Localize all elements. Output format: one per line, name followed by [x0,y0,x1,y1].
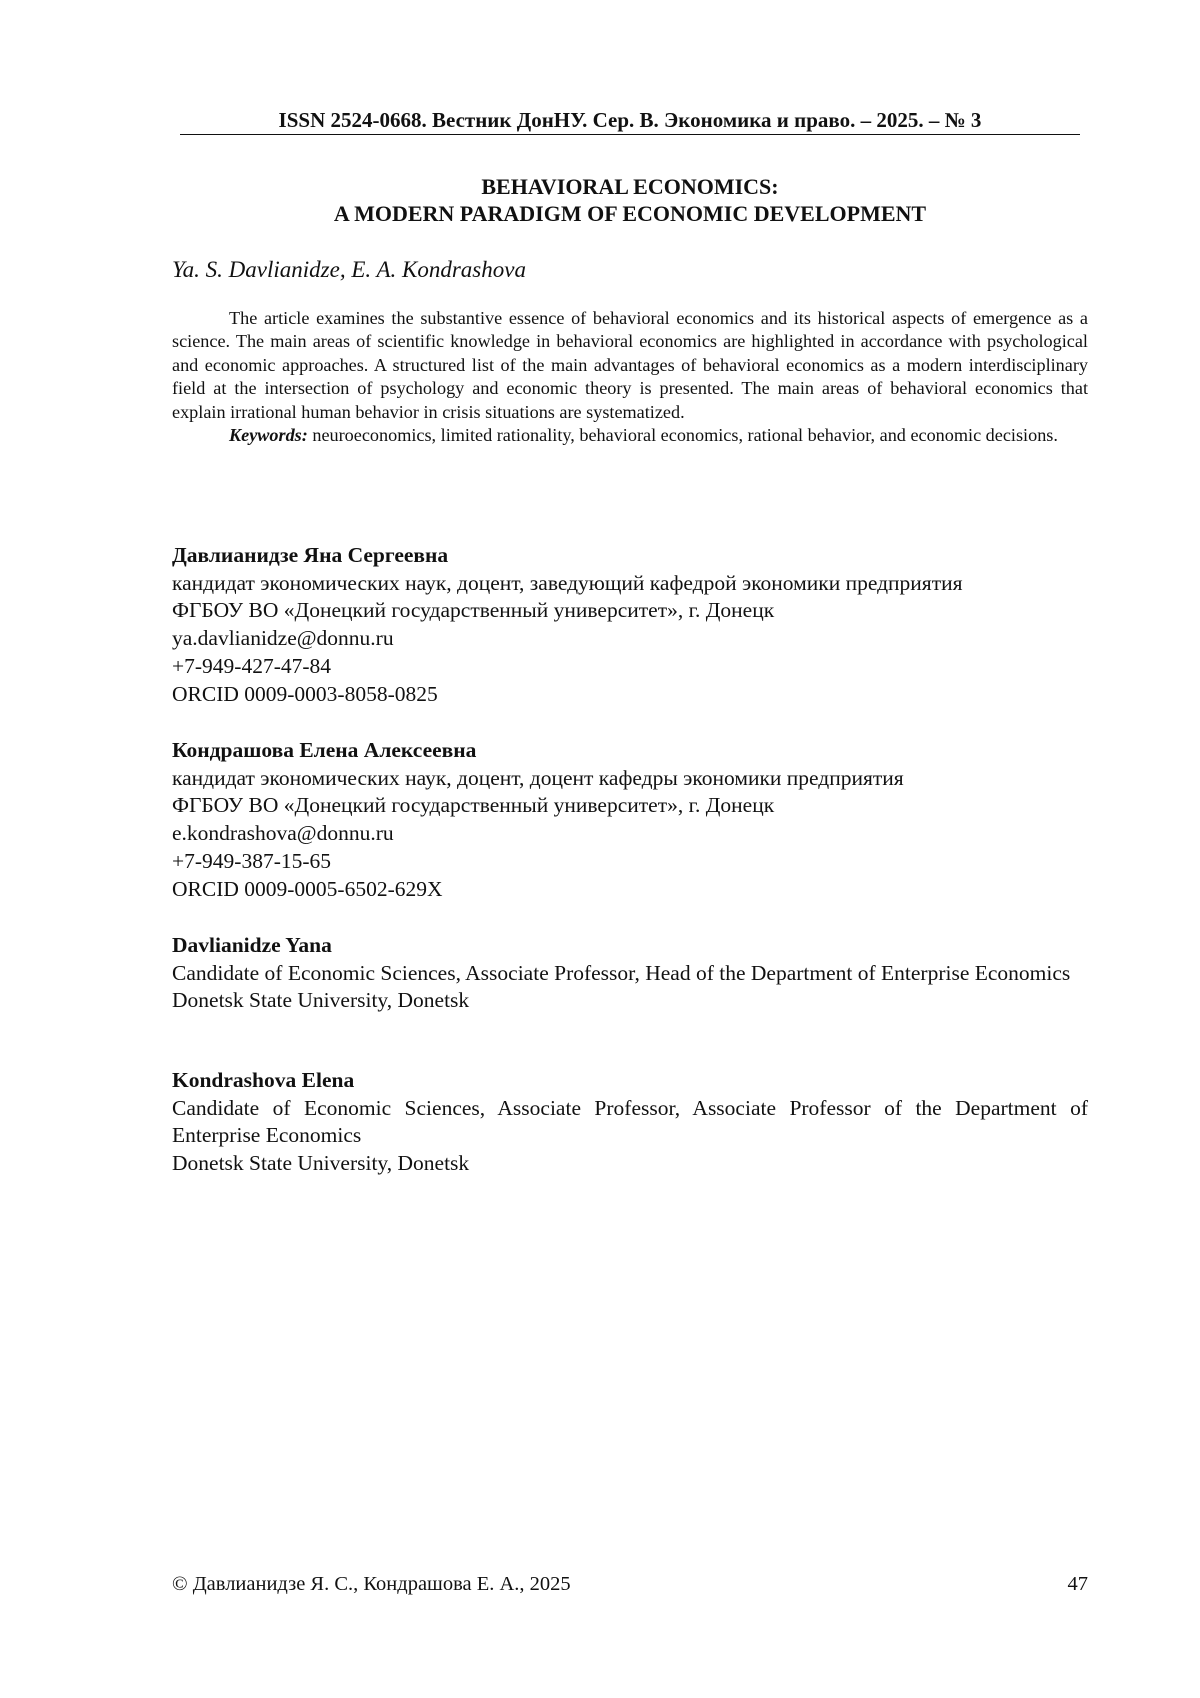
author-info-ru-2 [172,737,1088,903]
author-phone: +7-949-427-47-84 [172,653,332,678]
title-line-1: BEHAVIORAL ECONOMICS: [481,174,779,199]
author-position: кандидат экономических наук, доцент, доцент кафедры экономики предприятия [172,765,904,790]
keywords-label: Keywords: [229,425,308,446]
page-number: 47 [1067,1573,1088,1595]
author-organization: ФГБОУ ВО «Донецкий государственный университет», г. Донецк [172,598,775,623]
author-name: Давлианидзе Яна Сергеевна [172,543,449,567]
author-info-en-2 [172,1067,1088,1178]
author-phone: +7-949-387-15-65 [172,848,332,873]
title-line-2: A MODERN PARADIGM OF ECONOMIC DEVELOPMENT [333,201,927,226]
author-position: Candidate of Economic Sciences, Associate Professor, Head of the Department of Enterprise Economics [172,960,1071,985]
author-info-ru-1 [172,542,1088,708]
author-position: Candidate of Economic Sciences, Associate Professor, Associate Professor of the Department of Enterprise Economics [172,1095,1088,1148]
running-head: ISSN 2524-0668. Вестник ДонНУ. Сер. В. Экономика и право. – 2025. – № 3 [278,108,982,132]
author-position: кандидат экономических наук, доцент, заведующий кафедрой экономики предприятия [172,570,963,595]
abstract [172,307,1088,447]
keywords-text: neuroeconomics, limited rationality, behavioral economics, rational behavior, and economic decisions. [312,425,1058,446]
author-email: e.kondrashova@donnu.ru [172,821,394,846]
author-orcid: ORCID 0009-0005-6502-629X [172,876,443,901]
article-title [172,173,1088,227]
author-name: Davlianidze Yana [172,933,332,957]
author-name: Кондрашова Елена Алексеевна [172,738,477,762]
author-organization: Donetsk State University, Donetsk [172,1151,470,1176]
abstract-text: The article examines the substantive essence of behavioral economics and its historical aspects of emergence as a science. The main areas of scientific knowledge in behavioral economics are highlighted in accordance with psychological and economic approaches. A structured list of the main advantages of behavioral economics as a modern interdisciplinary field at the intersection of psychology and economic theory is presented. The main areas of behavioral economics that explain irrational human behavior in crisis situations are systematized. [172,308,1088,422]
keywords-paragraph [172,424,1088,447]
author-email: ya.davlianidze@donnu.ru [172,626,394,651]
copyright-footer: © Давлианидзе Я. С., Кондрашова Е. А., 2025 [172,1573,571,1595]
author-name: Kondrashova Elena [172,1068,355,1092]
authors-line: Ya. S. Davlianidze, E. A. Kondrashova [172,257,526,282]
author-organization: ФГБОУ ВО «Донецкий государственный университет», г. Донецк [172,793,775,818]
header-rule [180,134,1080,135]
author-organization: Donetsk State University, Donetsk [172,988,470,1013]
author-orcid: ORCID 0009-0003-8058-0825 [172,681,438,706]
author-info-en-1 [172,932,1088,1015]
